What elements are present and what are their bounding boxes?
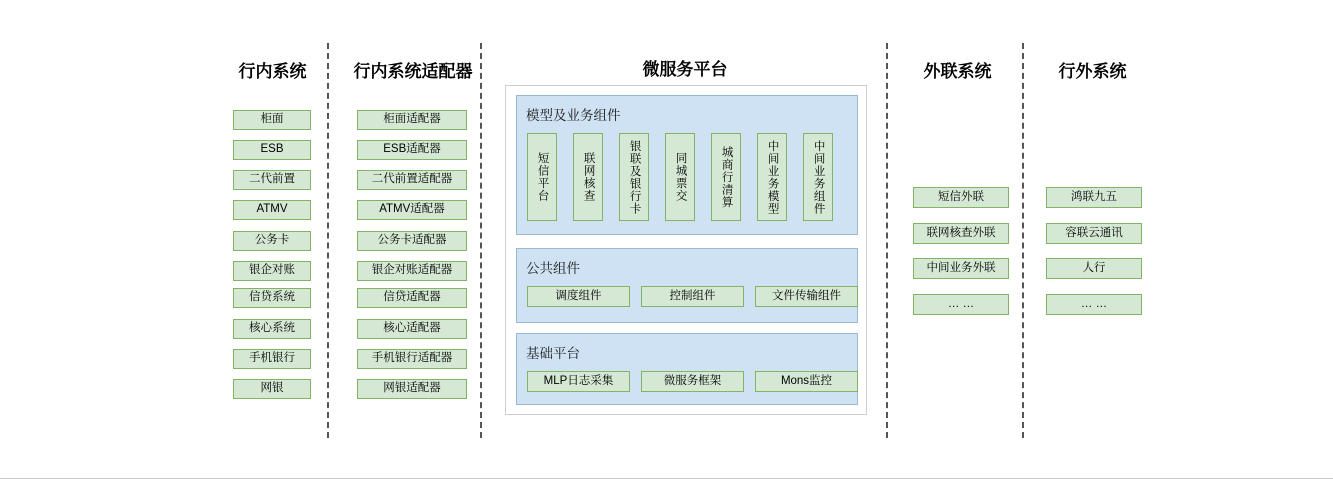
node-inbank-7[interactable]: 核心系统 (233, 319, 311, 339)
node-inbank-adapter-0[interactable]: 柜面适配器 (357, 110, 467, 130)
separator-3 (886, 43, 888, 438)
node-business-2[interactable]: 银联及银行卡 (619, 133, 649, 221)
column-title-external-link: 外联系统 (923, 62, 992, 81)
node-inbank-6[interactable]: 信贷系统 (233, 288, 311, 308)
node-base-0[interactable]: MLP日志采集 (527, 371, 630, 392)
panel-title-base-platform: 基础平台 (526, 346, 580, 361)
column-title-microservice: 微服务平台 (642, 60, 728, 79)
node-inbank-adapter-5[interactable]: 银企对账适配器 (357, 261, 467, 281)
node-inbank-adapter-6[interactable]: 信贷适配器 (357, 288, 467, 308)
node-inbank-adapter-3[interactable]: ATMV适配器 (357, 200, 467, 220)
panel-title-business-components: 模型及业务组件 (526, 108, 621, 123)
node-business-3[interactable]: 同城票交 (665, 133, 695, 221)
node-business-6[interactable]: 中间业务组件 (803, 133, 833, 221)
node-inbank-5[interactable]: 银企对账 (233, 261, 311, 281)
page-bottom-rule (0, 478, 1333, 479)
node-outbank-0[interactable]: 鸿联九五 (1046, 187, 1142, 208)
node-base-2[interactable]: Mons监控 (755, 371, 858, 392)
separator-1 (327, 43, 329, 438)
node-outbank-3[interactable]: … … (1046, 294, 1142, 315)
panel-title-public-components: 公共组件 (526, 261, 580, 276)
node-inbank-3[interactable]: ATMV (233, 200, 311, 220)
node-inbank-adapter-4[interactable]: 公务卡适配器 (357, 231, 467, 251)
node-external-link-0[interactable]: 短信外联 (913, 187, 1009, 208)
node-inbank-adapter-9[interactable]: 网银适配器 (357, 379, 467, 399)
node-inbank-2[interactable]: 二代前置 (233, 170, 311, 190)
node-business-4[interactable]: 城商行清算 (711, 133, 741, 221)
node-public-2[interactable]: 文件传输组件 (755, 286, 858, 307)
column-title-inbank-adapter: 行内系统适配器 (353, 62, 473, 81)
node-public-1[interactable]: 控制组件 (641, 286, 744, 307)
node-inbank-adapter-2[interactable]: 二代前置适配器 (357, 170, 467, 190)
node-external-link-1[interactable]: 联网核查外联 (913, 223, 1009, 244)
node-inbank-adapter-8[interactable]: 手机银行适配器 (357, 349, 467, 369)
node-inbank-4[interactable]: 公务卡 (233, 231, 311, 251)
node-outbank-2[interactable]: 人行 (1046, 258, 1142, 279)
column-title-outbank: 行外系统 (1058, 62, 1127, 81)
node-inbank-9[interactable]: 网银 (233, 379, 311, 399)
node-inbank-adapter-1[interactable]: ESB适配器 (357, 140, 467, 160)
node-business-0[interactable]: 短信平台 (527, 133, 557, 221)
node-business-5[interactable]: 中间业务模型 (757, 133, 787, 221)
column-title-inbank: 行内系统 (238, 62, 307, 81)
node-inbank-0[interactable]: 柜面 (233, 110, 311, 130)
node-inbank-8[interactable]: 手机银行 (233, 349, 311, 369)
separator-4 (1022, 43, 1024, 438)
separator-2 (480, 43, 482, 438)
node-inbank-1[interactable]: ESB (233, 140, 311, 160)
node-outbank-1[interactable]: 容联云通讯 (1046, 223, 1142, 244)
node-inbank-adapter-7[interactable]: 核心适配器 (357, 319, 467, 339)
node-business-1[interactable]: 联网核查 (573, 133, 603, 221)
node-base-1[interactable]: 微服务框架 (641, 371, 744, 392)
node-public-0[interactable]: 调度组件 (527, 286, 630, 307)
node-external-link-2[interactable]: 中间业务外联 (913, 258, 1009, 279)
node-external-link-3[interactable]: … … (913, 294, 1009, 315)
